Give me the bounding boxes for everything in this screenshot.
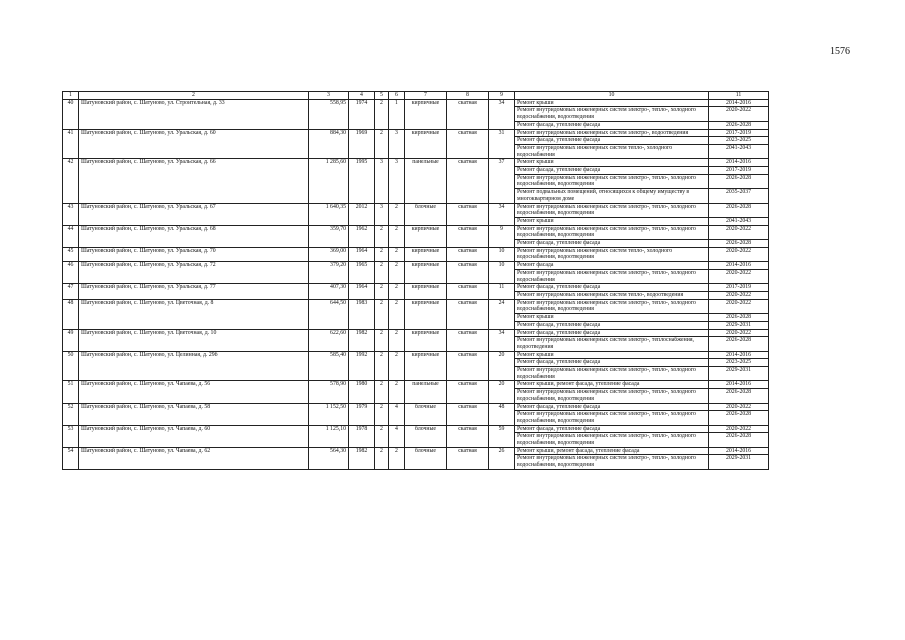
roof-type-cell: скатная: [447, 425, 489, 447]
address-cell: Шатуновский район, с. Шатуново, ул. Чапаева, д. 60: [79, 425, 309, 447]
address-cell: Шатуновский район, с. Шатуново, ул. Целинная, д. 29б: [79, 351, 309, 381]
work-period-cell: 2026-2028: [709, 240, 769, 248]
work-period-cell: 2020-2022: [709, 329, 769, 337]
apartments-cell: 10: [489, 262, 515, 284]
roof-type-cell: скатная: [447, 329, 489, 351]
address-cell: Шатуновский район, с. Шатуново, ул. Уральская, д. 72: [79, 262, 309, 284]
work-description-cell: Ремонт крыши: [515, 99, 709, 107]
table-body: [63, 92, 769, 470]
row-number-cell: 46: [63, 262, 79, 284]
work-period-cell: 2014-2016: [709, 99, 769, 107]
year-cell: 1978: [349, 425, 375, 447]
page-number: 1576: [830, 46, 850, 57]
work-period-cell: 2041-2043: [709, 144, 769, 158]
area-cell: 564,30: [309, 447, 349, 469]
work-description-cell: Ремонт внутридомовых инженерных систем электро-, водоотведения: [515, 129, 709, 137]
work-period-cell: 2026-2028: [709, 203, 769, 217]
header-cell: 5: [375, 92, 389, 100]
floors-cell: 2: [375, 447, 389, 469]
entrances-cell: 2: [389, 381, 405, 403]
work-period-cell: 2023-2025: [709, 359, 769, 367]
area-cell: 622,60: [309, 329, 349, 351]
area-cell: 359,70: [309, 225, 349, 247]
table-row: [63, 381, 769, 389]
apartments-cell: 10: [489, 247, 515, 261]
work-description-cell: Ремонт крыши, ремонт фасада, утепление фасада: [515, 381, 709, 389]
row-number-cell: 43: [63, 203, 79, 225]
address-cell: Шатуновский район, с. Шатуново, ул. Уральская, д. 77: [79, 284, 309, 299]
capital-repair-table: [62, 91, 769, 470]
work-description-cell: Ремонт внутридомовых инженерных систем тепло-, холодного водоснабжения, водоотведения: [515, 247, 709, 261]
header-cell: 1: [63, 92, 79, 100]
floors-cell: 2: [375, 225, 389, 247]
work-description-cell: Ремонт фасада, утепление фасада: [515, 284, 709, 292]
table-row: [63, 225, 769, 239]
roof-type-cell: скатная: [447, 159, 489, 203]
entrances-cell: 4: [389, 403, 405, 425]
entrances-cell: 2: [389, 203, 405, 225]
work-period-cell: 2026-2028: [709, 174, 769, 188]
work-description-cell: Ремонт фасада, утепление фасада: [515, 403, 709, 411]
wall-material-cell: кирпичные: [405, 99, 447, 129]
work-period-cell: 2020-2022: [709, 291, 769, 299]
entrances-cell: 1: [389, 99, 405, 129]
year-cell: 1980: [349, 381, 375, 403]
work-period-cell: 2026-2028: [709, 314, 769, 322]
work-period-cell: 2029-2031: [709, 455, 769, 469]
entrances-cell: 4: [389, 425, 405, 447]
header-cell: 3: [309, 92, 349, 100]
address-cell: Шатуновский район, с. Шатуново, ул. Цветочная, д. 10: [79, 329, 309, 351]
work-period-cell: 2029-2031: [709, 367, 769, 381]
work-description-cell: Ремонт крыши: [515, 351, 709, 359]
table-row: [63, 351, 769, 359]
roof-type-cell: скатная: [447, 403, 489, 425]
year-cell: 1982: [349, 329, 375, 351]
work-period-cell: 2035-2037: [709, 189, 769, 203]
work-description-cell: Ремонт крыши, ремонт фасада, утепление фасада: [515, 447, 709, 455]
year-cell: 1995: [349, 159, 375, 203]
work-period-cell: 2026-2028: [709, 121, 769, 129]
row-number-cell: 52: [63, 403, 79, 425]
table-row: [63, 403, 769, 411]
work-description-cell: Ремонт внутридомовых инженерных систем электро-, тепло-, холодного водоснабжения, водоотведения: [515, 225, 709, 239]
work-description-cell: Ремонт внутридомовых инженерных систем тепло-, водоотведения: [515, 291, 709, 299]
work-description-cell: Ремонт крыши: [515, 217, 709, 225]
entrances-cell: 2: [389, 247, 405, 261]
row-number-cell: 49: [63, 329, 79, 351]
wall-material-cell: кирпичные: [405, 284, 447, 299]
roof-type-cell: скатная: [447, 247, 489, 261]
floors-cell: 3: [375, 203, 389, 225]
work-period-cell: 2014-2016: [709, 262, 769, 270]
entrances-cell: 2: [389, 284, 405, 299]
table-row: [63, 247, 769, 261]
work-description-cell: Ремонт фасада, утепление фасада: [515, 137, 709, 145]
area-cell: 369,00: [309, 247, 349, 261]
floors-cell: 2: [375, 351, 389, 381]
header-cell: 11: [709, 92, 769, 100]
area-cell: 1 152,50: [309, 403, 349, 425]
wall-material-cell: кирпичные: [405, 329, 447, 351]
area-cell: 1 125,10: [309, 425, 349, 447]
entrances-cell: 2: [389, 225, 405, 247]
year-cell: 1992: [349, 351, 375, 381]
work-description-cell: Ремонт внутридомовых инженерных систем электро-, теплоснабжения, водоотведения: [515, 337, 709, 351]
work-period-cell: 2014-2016: [709, 159, 769, 167]
work-period-cell: 2017-2019: [709, 284, 769, 292]
address-cell: Шатуновский район, с. Шатуново, ул. Чапаева, д. 62: [79, 447, 309, 469]
year-cell: 1979: [349, 403, 375, 425]
entrances-cell: 2: [389, 329, 405, 351]
area-cell: 1 640,35: [309, 203, 349, 225]
work-description-cell: Ремонт внутридомовых инженерных систем электро-, тепло-, холодного водоснабжения, водоотведения: [515, 174, 709, 188]
wall-material-cell: кирпичные: [405, 299, 447, 329]
row-number-cell: 51: [63, 381, 79, 403]
area-cell: 1 285,60: [309, 159, 349, 203]
apartments-cell: 9: [489, 225, 515, 247]
apartments-cell: 11: [489, 284, 515, 299]
entrances-cell: 2: [389, 262, 405, 284]
work-description-cell: Ремонт внутридомовых инженерных систем электро-, тепло-, холодного водоснабжения, водоотведения: [515, 433, 709, 447]
work-description-cell: Ремонт внутридомовых инженерных систем тепло-, холодного водоснабжения: [515, 144, 709, 158]
wall-material-cell: блочные: [405, 403, 447, 425]
work-description-cell: Ремонт фасада, утепление фасада: [515, 329, 709, 337]
wall-material-cell: кирпичные: [405, 351, 447, 381]
roof-type-cell: скатная: [447, 99, 489, 129]
floors-cell: 2: [375, 425, 389, 447]
work-description-cell: Ремонт фасада, утепление фасада: [515, 167, 709, 175]
apartments-cell: 34: [489, 329, 515, 351]
area-cell: 379,20: [309, 262, 349, 284]
work-period-cell: 2041-2043: [709, 217, 769, 225]
work-period-cell: 2026-2028: [709, 389, 769, 403]
work-description-cell: Ремонт внутридомовых инженерных систем электро-, тепло-, холодного водоснабжения, водоотведения: [515, 203, 709, 217]
area-cell: 407,30: [309, 284, 349, 299]
work-description-cell: Ремонт крыши: [515, 159, 709, 167]
work-period-cell: 2017-2019: [709, 129, 769, 137]
work-description-cell: Ремонт внутридомовых инженерных систем электро-, тепло-, холодного водоснабжения, водоотведения: [515, 389, 709, 403]
row-number-cell: 53: [63, 425, 79, 447]
address-cell: Шатуновский район, с. Шатуново, ул. Уральская, д. 68: [79, 225, 309, 247]
roof-type-cell: скатная: [447, 203, 489, 225]
floors-cell: 2: [375, 262, 389, 284]
entrances-cell: 3: [389, 129, 405, 159]
floors-cell: 2: [375, 247, 389, 261]
entrances-cell: 3: [389, 159, 405, 203]
table-row: [63, 159, 769, 167]
apartments-cell: 59: [489, 425, 515, 447]
roof-type-cell: скатная: [447, 299, 489, 329]
row-number-cell: 48: [63, 299, 79, 329]
work-period-cell: 2020-2022: [709, 225, 769, 239]
address-cell: Шатуновский район, с. Шатуново, ул. Строительная, д. 33: [79, 99, 309, 129]
apartments-cell: 34: [489, 99, 515, 129]
wall-material-cell: кирпичные: [405, 225, 447, 247]
wall-material-cell: блочные: [405, 425, 447, 447]
work-period-cell: 2023-2025: [709, 137, 769, 145]
apartments-cell: 48: [489, 403, 515, 425]
address-cell: Шатуновский район, с. Шатуново, ул. Уральская, д. 66: [79, 159, 309, 203]
roof-type-cell: скатная: [447, 129, 489, 159]
work-description-cell: Ремонт фасада: [515, 262, 709, 270]
area-cell: 578,90: [309, 381, 349, 403]
apartments-cell: 20: [489, 381, 515, 403]
table-row: [63, 425, 769, 433]
year-cell: 1982: [349, 447, 375, 469]
floors-cell: 2: [375, 129, 389, 159]
roof-type-cell: скатная: [447, 262, 489, 284]
work-period-cell: 2014-2016: [709, 447, 769, 455]
area-cell: 644,50: [309, 299, 349, 329]
work-description-cell: Ремонт фасада, утепление фасада: [515, 240, 709, 248]
wall-material-cell: панельные: [405, 381, 447, 403]
apartments-cell: 31: [489, 129, 515, 159]
work-period-cell: 2026-2028: [709, 337, 769, 351]
work-description-cell: Ремонт фасада, утепление фасада: [515, 359, 709, 367]
header-cell: 10: [515, 92, 709, 100]
work-description-cell: Ремонт фасада, утепление фасада: [515, 321, 709, 329]
header-cell: 9: [489, 92, 515, 100]
work-description-cell: Ремонт внутридомовых инженерных систем электро-, тепло-, холодного водоснабжения: [515, 269, 709, 283]
work-period-cell: 2020-2022: [709, 299, 769, 313]
table-row: [63, 262, 769, 270]
work-period-cell: 2026-2028: [709, 433, 769, 447]
address-cell: Шатуновский район, с. Шатуново, ул. Цветочная, д. 8: [79, 299, 309, 329]
work-period-cell: 2020-2022: [709, 269, 769, 283]
work-period-cell: 2020-2022: [709, 425, 769, 433]
floors-cell: 2: [375, 329, 389, 351]
table-row: [63, 99, 769, 107]
address-cell: Шатуновский район, с. Шатуново, ул. Уральская, д. 60: [79, 129, 309, 159]
row-number-cell: 42: [63, 159, 79, 203]
wall-material-cell: кирпичные: [405, 129, 447, 159]
table-row: [63, 129, 769, 137]
year-cell: 1965: [349, 262, 375, 284]
floors-cell: 3: [375, 159, 389, 203]
apartments-cell: 34: [489, 203, 515, 225]
work-description-cell: Ремонт внутридомовых инженерных систем электро-, тепло-, холодного водоснабжения, водоотведения: [515, 455, 709, 469]
address-cell: Шатуновский район, с. Шатуново, ул. Чапаева, д. 58: [79, 403, 309, 425]
roof-type-cell: скатная: [447, 284, 489, 299]
table-row: [63, 329, 769, 337]
floors-cell: 2: [375, 99, 389, 129]
table-row: [63, 203, 769, 217]
work-period-cell: 2029-2031: [709, 321, 769, 329]
year-cell: 1974: [349, 99, 375, 129]
entrances-cell: 2: [389, 447, 405, 469]
row-number-cell: 41: [63, 129, 79, 159]
roof-type-cell: скатная: [447, 447, 489, 469]
wall-material-cell: кирпичные: [405, 247, 447, 261]
work-description-cell: Ремонт внутридомовых инженерных систем электро-, тепло-, холодного водоснабжения: [515, 367, 709, 381]
floors-cell: 2: [375, 299, 389, 329]
area-cell: 884,30: [309, 129, 349, 159]
area-cell: 558,95: [309, 99, 349, 129]
year-cell: 2012: [349, 203, 375, 225]
header-cell: 4: [349, 92, 375, 100]
wall-material-cell: блочные: [405, 203, 447, 225]
roof-type-cell: скатная: [447, 225, 489, 247]
year-cell: 1983: [349, 299, 375, 329]
header-cell: 7: [405, 92, 447, 100]
work-period-cell: 2020-2022: [709, 107, 769, 121]
wall-material-cell: панельные: [405, 159, 447, 203]
floors-cell: 2: [375, 381, 389, 403]
floors-cell: 2: [375, 284, 389, 299]
floors-cell: 2: [375, 403, 389, 425]
year-cell: 1964: [349, 247, 375, 261]
table-row: [63, 299, 769, 313]
entrances-cell: 2: [389, 351, 405, 381]
wall-material-cell: кирпичные: [405, 262, 447, 284]
work-period-cell: 2017-2019: [709, 167, 769, 175]
work-period-cell: 2014-2016: [709, 381, 769, 389]
roof-type-cell: скатная: [447, 381, 489, 403]
work-description-cell: Ремонт внутридомовых инженерных систем электро-, тепло-, холодного водоснабжения, водоотведения: [515, 107, 709, 121]
work-description-cell: Ремонт фасада, утепление фасада: [515, 425, 709, 433]
row-number-cell: 50: [63, 351, 79, 381]
table-row: [63, 447, 769, 455]
wall-material-cell: блочные: [405, 447, 447, 469]
apartments-cell: 26: [489, 447, 515, 469]
work-description-cell: Ремонт крыши: [515, 314, 709, 322]
row-number-cell: 44: [63, 225, 79, 247]
header-cell: 2: [79, 92, 309, 100]
address-cell: Шатуновский район, с. Шатуново, ул. Чапаева, д. 56: [79, 381, 309, 403]
entrances-cell: 2: [389, 299, 405, 329]
year-cell: 1969: [349, 129, 375, 159]
header-row: [63, 92, 769, 100]
work-period-cell: 2020-2022: [709, 403, 769, 411]
table-row: [63, 284, 769, 292]
roof-type-cell: скатная: [447, 351, 489, 381]
address-cell: Шатуновский район, с. Шатуново, ул. Уральская, д. 67: [79, 203, 309, 225]
work-description-cell: Ремонт внутридомовых инженерных систем электро-, тепло-, холодного водоснабжения, водоотведения: [515, 299, 709, 313]
area-cell: 585,40: [309, 351, 349, 381]
work-description-cell: Ремонт внутридомовых инженерных систем электро-, тепло-, холодного водоснабжения, водоотведения: [515, 411, 709, 425]
header-cell: 8: [447, 92, 489, 100]
row-number-cell: 54: [63, 447, 79, 469]
apartments-cell: 20: [489, 351, 515, 381]
work-description-cell: Ремонт фасада, утепление фасада: [515, 121, 709, 129]
year-cell: 1964: [349, 284, 375, 299]
year-cell: 1962: [349, 225, 375, 247]
row-number-cell: 40: [63, 99, 79, 129]
row-number-cell: 47: [63, 284, 79, 299]
work-description-cell: Ремонт подвальных помещений, относящихся к общему имуществу в многоквартирном доме: [515, 189, 709, 203]
apartments-cell: 24: [489, 299, 515, 329]
work-period-cell: 2020-2022: [709, 247, 769, 261]
address-cell: Шатуновский район, с. Шатуново, ул. Уральская, д. 70: [79, 247, 309, 261]
work-period-cell: 2014-2016: [709, 351, 769, 359]
header-cell: 6: [389, 92, 405, 100]
row-number-cell: 45: [63, 247, 79, 261]
apartments-cell: 37: [489, 159, 515, 203]
work-period-cell: 2026-2028: [709, 411, 769, 425]
